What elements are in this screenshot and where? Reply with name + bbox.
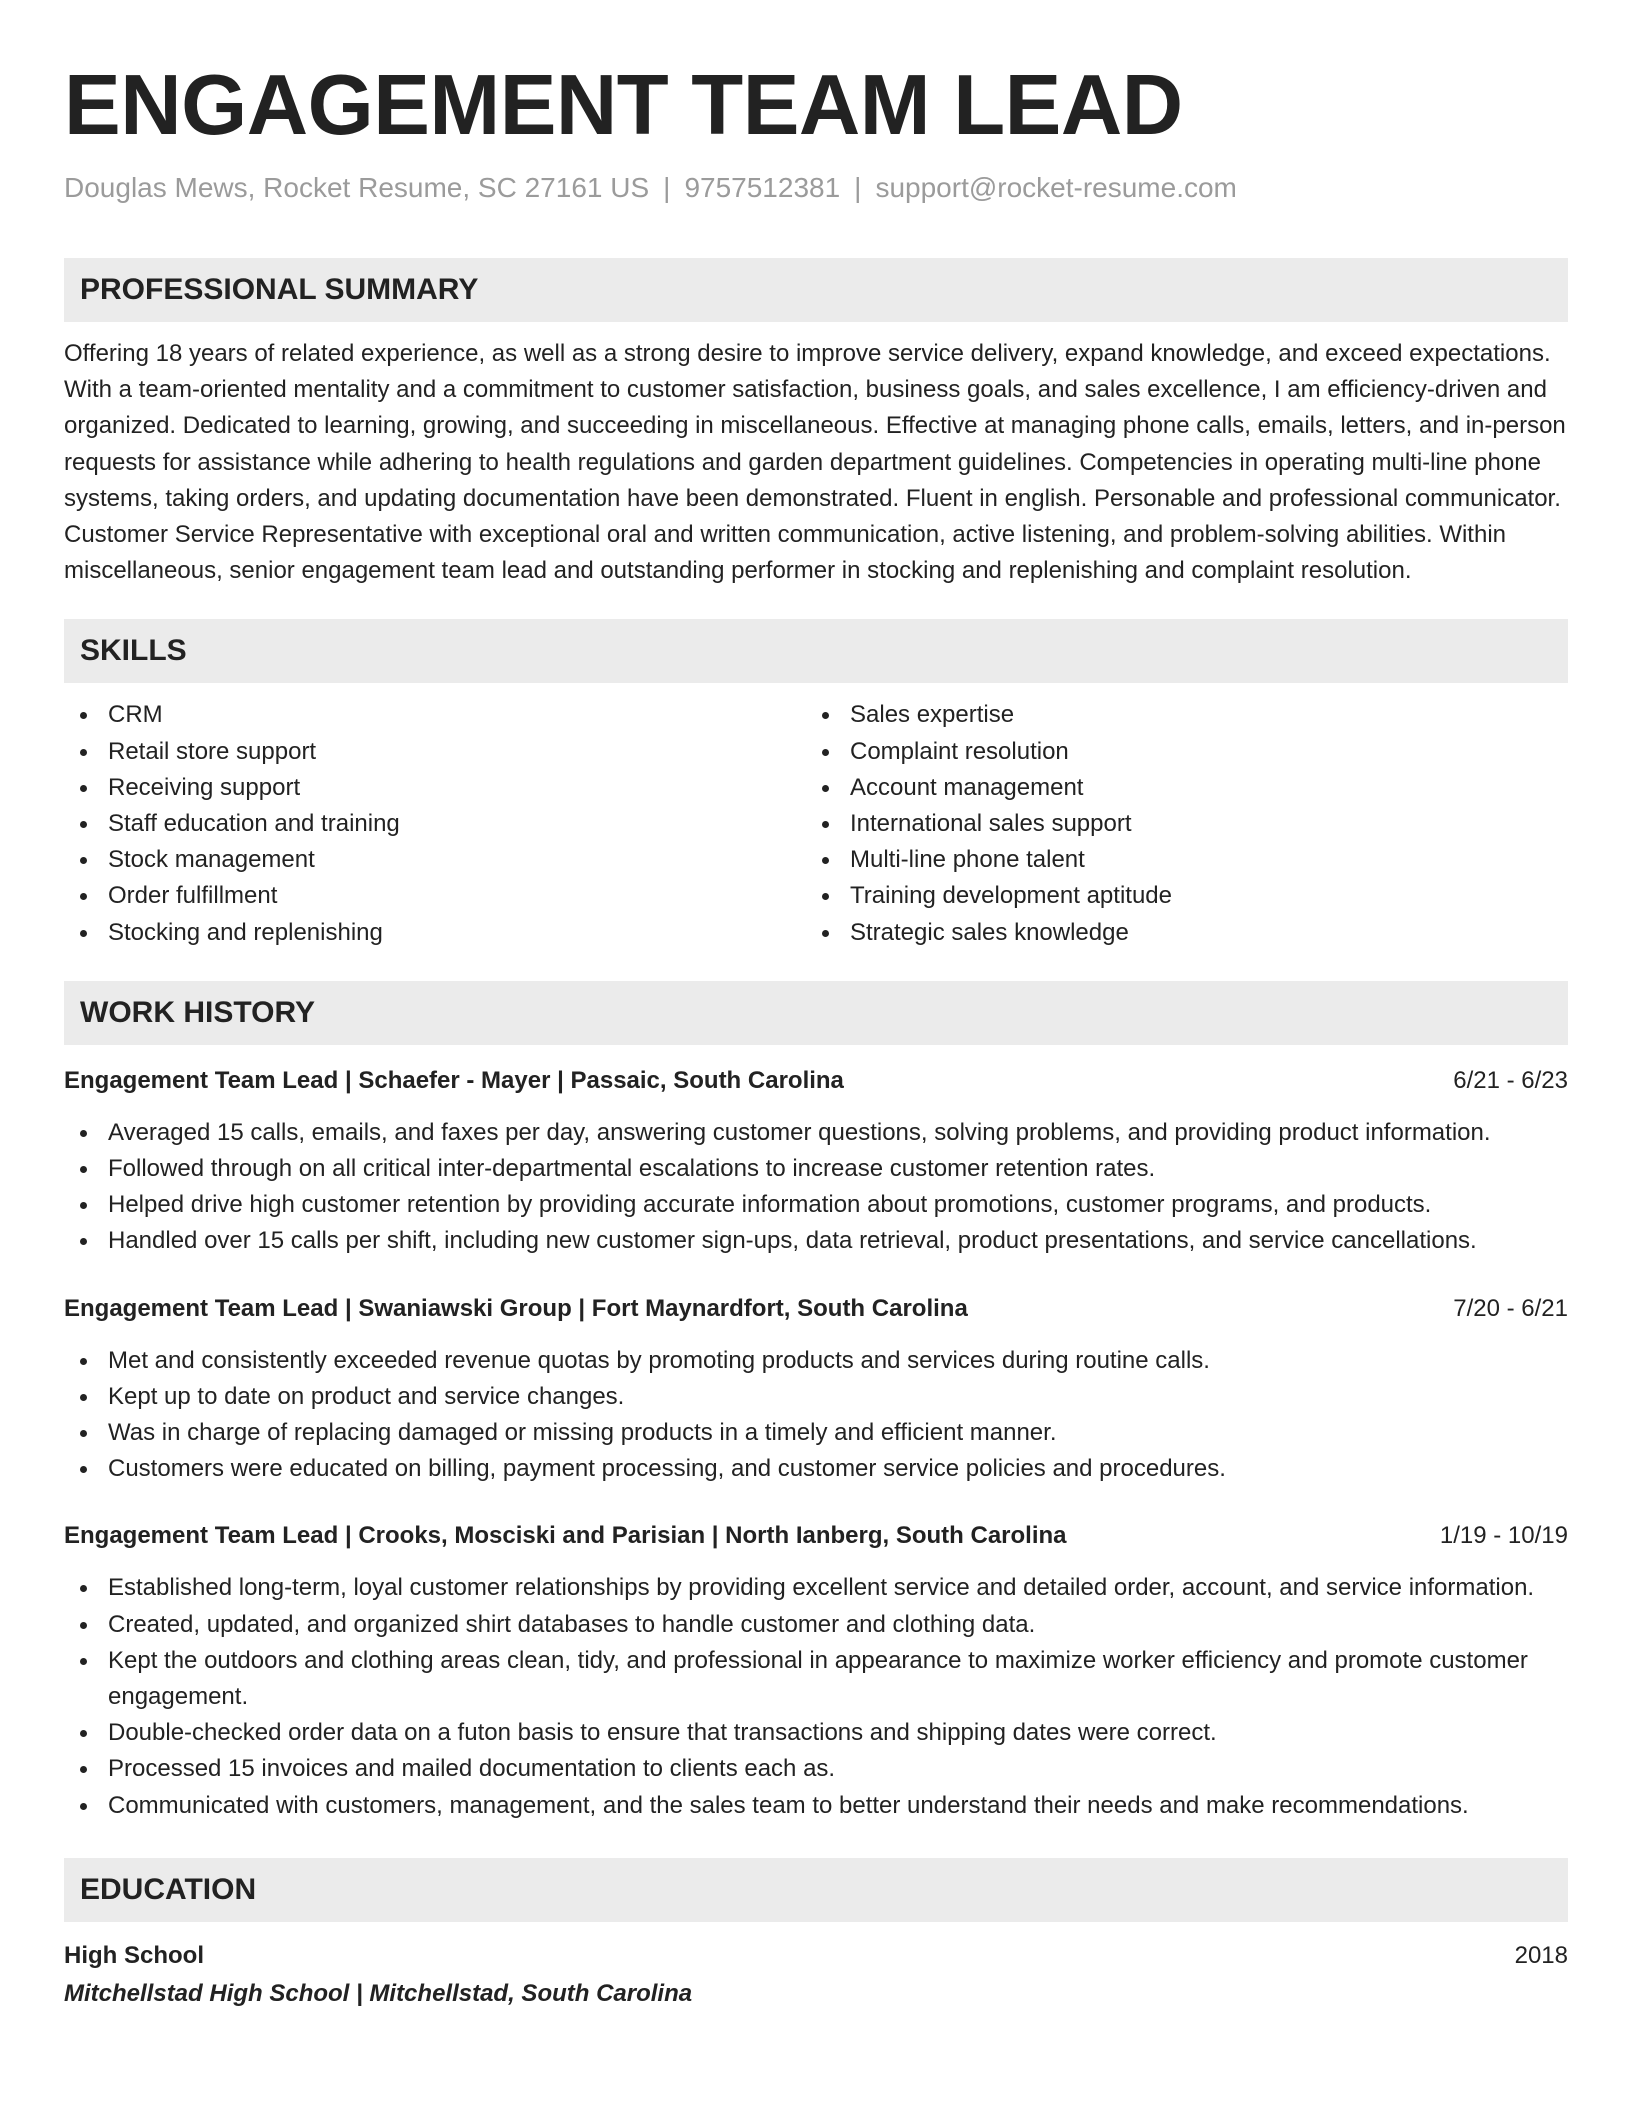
resume-title: ENGAGEMENT TEAM LEAD — [64, 58, 1183, 153]
skill-item: Training development aptitude — [806, 878, 1548, 914]
skill-item: CRM — [64, 697, 806, 733]
job-bullet: Handled over 15 calls per shift, including new customer sign-ups, data retrieval, product presentations, and service cancellations. — [64, 1223, 1568, 1259]
job-bullets — [64, 1343, 1568, 1488]
job-title: Engagement Team Lead | Swaniawski Group | Fort Maynardfort, South Carolina — [64, 1294, 968, 1322]
job-bullet: Created, updated, and organized shirt databases to handle customer and clothing data. — [64, 1607, 1568, 1643]
education-year: 2018 — [1514, 1941, 1568, 1969]
skill-item: Stock management — [64, 842, 806, 878]
skill-item: Strategic sales knowledge — [806, 915, 1548, 951]
skill-item: Retail store support — [64, 734, 806, 770]
skill-item: International sales support — [806, 806, 1548, 842]
job-bullets — [64, 1115, 1568, 1260]
skill-item: Multi-line phone talent — [806, 842, 1548, 878]
job-bullet: Helped drive high customer retention by providing accurate information about promotions, customer programs, and products. — [64, 1187, 1568, 1223]
job-bullet: Processed 15 invoices and mailed documentation to clients each as. — [64, 1751, 1568, 1787]
contact-email: support@rocket-resume.com — [875, 172, 1237, 203]
job-bullets — [64, 1570, 1568, 1823]
contact-separator: | — [854, 172, 862, 203]
job-header — [64, 1518, 1568, 1554]
skills-column-left — [64, 697, 806, 950]
job-title: Engagement Team Lead | Schaefer - Mayer | Passaic, South Carolina — [64, 1066, 844, 1094]
job-dates: 1/19 - 10/19 — [1439, 1522, 1568, 1550]
contact-line — [64, 170, 1568, 206]
education-heading: EDUCATION — [64, 1858, 1568, 1922]
job-bullet: Established long-term, loyal customer relationships by providing excellent service and detailed order, account, and service information. — [64, 1570, 1568, 1606]
job-bullet: Averaged 15 calls, emails, and faxes per day, answering customer questions, solving problems, and providing product information. — [64, 1115, 1568, 1151]
resume-content — [64, 58, 1568, 2012]
skill-item: Complaint resolution — [806, 734, 1548, 770]
skill-item: Receiving support — [64, 770, 806, 806]
job-bullet: Met and consistently exceeded revenue quotas by promoting products and services during routine calls. — [64, 1343, 1568, 1379]
job-entry — [64, 1291, 1568, 1488]
skills-heading: SKILLS — [64, 619, 1568, 683]
summary-heading: PROFESSIONAL SUMMARY — [64, 258, 1568, 322]
contact-separator: | — [663, 172, 671, 203]
job-header — [64, 1063, 1568, 1099]
skill-item: Stocking and replenishing — [64, 915, 806, 951]
job-bullet: Customers were educated on billing, payment processing, and customer service policies and procedures. — [64, 1451, 1568, 1487]
skill-item: Sales expertise — [806, 697, 1548, 733]
skills-list — [64, 697, 1568, 950]
job-bullet: Double-checked order data on a futon basis to ensure that transactions and shipping dates were correct. — [64, 1715, 1568, 1751]
education-degree: High School — [64, 1941, 204, 1969]
job-bullet: Was in charge of replacing damaged or missing products in a timely and efficient manner. — [64, 1415, 1568, 1451]
job-entry — [64, 1063, 1568, 1260]
job-bullet: Communicated with customers, management, and the sales team to better understand their needs and make recommendations. — [64, 1788, 1568, 1824]
job-entry — [64, 1518, 1568, 1823]
job-bullet: Followed through on all critical inter-departmental escalations to increase customer retention rates. — [64, 1151, 1568, 1187]
work-history-heading: WORK HISTORY — [64, 981, 1568, 1045]
education-header — [64, 1938, 1568, 1974]
job-header — [64, 1291, 1568, 1327]
skills-column-right — [806, 697, 1548, 950]
contact-address: Douglas Mews, Rocket Resume, SC 27161 US — [64, 172, 650, 203]
summary-text: Offering 18 years of related experience, as well as a strong desire to improve service delivery, expand knowledge, and exceed expectations. With a team-oriented mentality and a commitment to customer satisfaction, business goals, and sales excellence, I am efficiency-driven and organized. Dedicated to learning, growing, and succeeding in miscellaneous. Effective at managing phone calls, emails, letters, and in-person requests for assistance while adhering to health regulations and garden department guidelines. Competencies in operating multi-line phone systems, taking orders, and updating documentation have been demonstrated. Fluent in english. Personable and professional communicator. Customer Service Representative with exceptional oral and written communication, active listening, and problem-solving abilities. Within miscellaneous, senior engagement team lead and outstanding performer in stocking and replenishing and complaint resolution. — [64, 340, 1566, 585]
contact-phone: 9757512381 — [684, 172, 841, 203]
education-school: Mitchellstad High School | Mitchellstad, South Carolina — [64, 1979, 693, 2007]
skill-item: Account management — [806, 770, 1548, 806]
skill-item: Order fulfillment — [64, 878, 806, 914]
skill-item: Staff education and training — [64, 806, 806, 842]
job-title: Engagement Team Lead | Crooks, Mosciski and Parisian | North Ianberg, South Carolina — [64, 1522, 1067, 1550]
job-bullet: Kept the outdoors and clothing areas clean, tidy, and professional in appearance to maximize worker efficiency and promote customer engagement. — [64, 1643, 1568, 1715]
job-bullet: Kept up to date on product and service changes. — [64, 1379, 1568, 1415]
job-dates: 7/20 - 6/21 — [1453, 1294, 1568, 1322]
job-dates: 6/21 - 6/23 — [1453, 1066, 1568, 1094]
